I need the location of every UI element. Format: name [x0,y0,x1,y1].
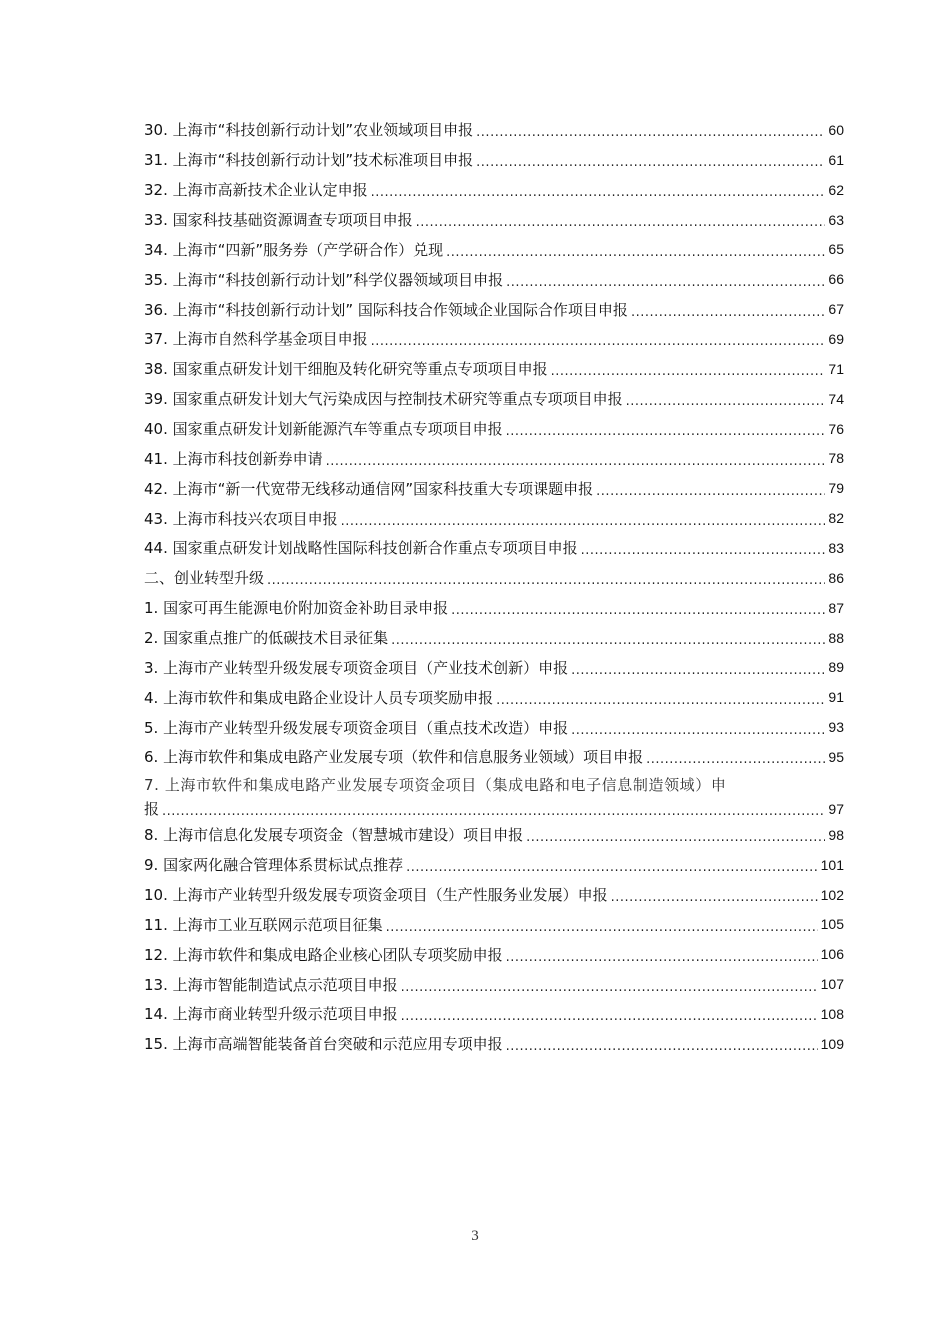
toc-entry[interactable] [144,969,844,999]
toc-entry[interactable] [144,533,844,563]
toc-entry[interactable] [144,175,844,205]
toc-entry-page: 61 [828,151,844,168]
toc-leader-dots [611,891,818,904]
toc-leader-dots [526,831,825,844]
toc-leader-dots [506,1040,818,1053]
toc-leader-dots [386,921,818,934]
toc-entry-label: 12. 上海市软件和集成电路企业核心团队专项奖励申报 [144,945,503,964]
toc-leader-dots [401,981,818,994]
toc-entry[interactable] [144,623,844,653]
toc-leader-dots [391,634,825,647]
toc-entry-label: 44. 国家重点研发计划战略性国际科技创新合作重点专项项目申报 [144,539,578,558]
toc-entry[interactable] [144,1029,844,1059]
toc-entry-label: 3. 上海市产业转型升级发展专项资金项目（产业技术创新）申报 [144,658,569,677]
toc-entry[interactable] [144,145,844,175]
page-number: 3 [471,1228,479,1244]
toc-entry-page: 108 [820,1005,844,1022]
toc-leader-dots [506,276,825,289]
toc-entry[interactable] [144,850,844,880]
toc-entry-label: 43. 上海市科技兴农项目申报 [144,509,338,528]
toc-entry-page: 60 [828,121,844,138]
toc-entry-page: 102 [820,886,844,903]
toc-entry-label: 14. 上海市商业转型升级示范项目申报 [144,1005,398,1024]
toc-leader-dots [476,126,825,139]
toc-entry-page: 86 [828,569,844,586]
toc-entry[interactable] [144,384,844,414]
toc-entry-page: 69 [828,330,844,347]
toc-entry-page: 71 [828,360,844,377]
toc-entry[interactable] [144,443,844,473]
toc-entry[interactable] [144,473,844,503]
toc-entry-page: 82 [828,510,844,527]
toc-entry-page: 91 [828,689,844,706]
toc-entry[interactable] [144,563,844,593]
toc-entry[interactable] [144,115,844,145]
toc-entry-label: 34. 上海市“四新”服务券（产学研合作）兑现 [144,240,444,259]
toc-entry-page: 88 [828,629,844,646]
toc-leader-dots [476,156,825,169]
toc-entry-page: 83 [828,539,844,556]
toc-entry[interactable] [144,414,844,444]
toc-entry-page: 87 [828,599,844,616]
toc-entry[interactable] [144,999,844,1029]
toc-leader-dots [506,425,826,438]
toc-entry[interactable] [144,503,844,533]
toc-entry-page: 97 [828,800,844,817]
toc-entry-label: 30. 上海市“科技创新行动计划”农业领域项目申报 [144,121,474,140]
toc-entry[interactable] [144,820,844,850]
toc-entry-page: 67 [828,301,844,318]
toc-leader-dots [406,861,818,874]
toc-entry-page: 79 [828,480,844,497]
toc-entry-label: 31. 上海市“科技创新行动计划”技术标准项目申报 [144,151,474,170]
toc-entry-wrapped[interactable] [144,772,844,820]
toc-entry-label: 10. 上海市产业转型升级发展专项资金项目（生产性服务业发展）申报 [144,886,608,905]
toc-leader-dots [571,664,825,677]
toc-entry-label: 二、创业转型升级 [144,569,265,588]
toc-entry-page: 78 [828,450,844,467]
toc-list-bottom [144,820,844,1059]
toc-entry[interactable] [144,354,844,384]
toc-entry-page: 76 [828,420,844,437]
toc-leader-dots [496,694,825,707]
toc-leader-dots [596,485,825,498]
toc-entry[interactable] [144,909,844,939]
toc-entry-label: 11. 上海市工业互联网示范项目征集 [144,915,383,934]
toc-entry-label: 41. 上海市科技创新券申请 [144,449,323,468]
toc-entry-label: 35. 上海市“科技创新行动计划”科学仪器领域项目申报 [144,270,504,289]
table-of-contents [144,115,844,1059]
toc-entry-label: 13. 上海市智能制造试点示范项目申报 [144,975,398,994]
toc-entry-label: 42. 上海市“新一代宽带无线移动通信网”国家科技重大专项课题申报 [144,479,594,498]
toc-entry-label: 37. 上海市自然科学基金项目申报 [144,330,368,349]
toc-leader-dots [581,544,826,557]
toc-entry-label-line1: 7. 上海市软件和集成电路产业发展专项资金项目（集成电路和电子信息制造领域）申 [144,776,727,795]
toc-leader-dots [571,724,825,737]
toc-entry-label: 6. 上海市软件和集成电路产业发展专项（软件和信息服务业领域）项目申报 [144,748,644,767]
toc-entry-label: 33. 国家科技基础资源调查专项项目申报 [144,211,413,229]
toc-entry[interactable] [144,205,844,235]
toc-entry-label: 9. 国家两化融合管理体系贯标试点推荐 [144,856,404,875]
toc-entry-label: 2. 国家重点推广的低碳技术目录征集 [144,629,389,648]
toc-entry-label: 1. 国家可再生能源电价附加资金补助目录申报 [144,599,449,618]
toc-leader-dots [646,753,825,766]
toc-entry-label: 8. 上海市信息化发展专项资金（智慧城市建设）项目申报 [144,826,524,845]
toc-leader-dots [267,574,825,587]
toc-leader-dots [341,515,826,528]
toc-entry-page: 106 [820,946,844,963]
toc-entry[interactable] [144,294,844,324]
toc-entry-page: 62 [828,181,844,198]
toc-leader-dots [451,604,825,617]
toc-entry[interactable] [144,234,844,264]
toc-entry-label: 5. 上海市产业转型升级发展专项资金项目（重点技术改造）申报 [144,718,569,737]
toc-entry-page: 63 [828,211,844,228]
toc-entry[interactable] [144,264,844,294]
toc-entry-page: 74 [828,390,844,407]
toc-entry-page: 107 [820,976,844,993]
toc-entry[interactable] [144,652,844,682]
toc-entry[interactable] [144,682,844,712]
toc-leader-dots [416,216,826,229]
toc-leader-dots [162,805,825,818]
toc-entry-page: 109 [820,1035,844,1052]
toc-entry[interactable] [144,712,844,742]
toc-leader-dots [446,246,825,259]
toc-entry[interactable] [144,880,844,910]
toc-entry-line2 [144,798,844,820]
toc-entry-page: 101 [820,856,844,873]
toc-leader-dots [626,395,826,408]
toc-entry[interactable] [144,939,844,969]
toc-entry-label-line2: 报 [144,800,160,819]
toc-entry-label: 36. 上海市“科技创新行动计划” 国际科技合作领域企业国际合作项目申报 [144,300,628,319]
toc-entry[interactable] [144,324,844,354]
toc-entry-label: 39. 国家重点研发计划大气污染成因与控制技术研究等重点专项项目申报 [144,390,623,409]
toc-leader-dots [506,951,818,964]
toc-entry-label: 40. 国家重点研发计划新能源汽车等重点专项项目申报 [144,420,503,439]
toc-leader-dots [401,1010,818,1023]
toc-entry-label: 4. 上海市软件和集成电路企业设计人员专项奖励申报 [144,688,494,707]
toc-leader-dots [326,455,826,468]
toc-entry[interactable] [144,742,844,772]
toc-leader-dots [371,186,826,199]
toc-leader-dots [631,306,825,319]
toc-entry-page: 89 [828,659,844,676]
toc-entry-page: 93 [828,719,844,736]
toc-list-top [144,115,844,772]
toc-entry-label: 15. 上海市高端智能装备首台突破和示范应用专项申报 [144,1035,503,1054]
toc-entry-page: 66 [828,271,844,288]
toc-entry-page: 95 [828,748,844,765]
toc-entry-label: 32. 上海市高新技术企业认定申报 [144,181,368,200]
toc-leader-dots [551,365,826,378]
toc-entry[interactable] [144,593,844,623]
toc-entry-page: 105 [820,916,844,933]
toc-leader-dots [371,335,826,348]
toc-entry-page: 65 [828,241,844,258]
toc-entry-page: 98 [828,826,844,843]
toc-entry-label: 38. 国家重点研发计划干细胞及转化研究等重点专项项目申报 [144,360,548,379]
